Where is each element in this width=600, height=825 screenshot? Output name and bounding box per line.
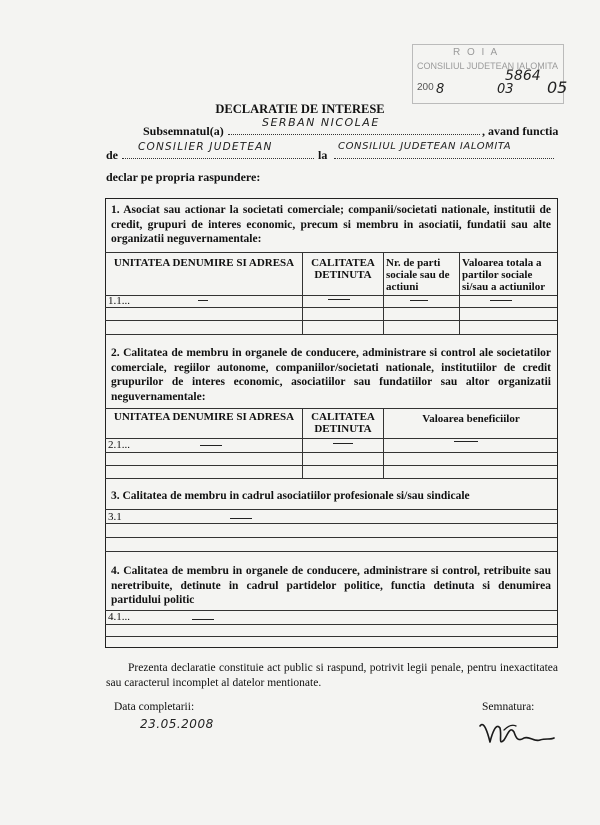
institution-dotted-line (334, 158, 554, 159)
s2-dash-3 (454, 441, 478, 442)
signatory-dotted-line (228, 134, 480, 135)
s2-dash-1 (200, 445, 222, 446)
section3-heading: 3. Calitatea de membru in cadrul asociatiilor profesionale si/sau sindicale (111, 490, 470, 502)
function-dotted-line (122, 158, 314, 159)
stamp-reg-number: 5864 (505, 68, 541, 84)
s1-col-nr-parti: Nr. de parti sociale sau de actiuni (386, 257, 450, 293)
date-label: Data completarii: (114, 701, 195, 713)
s1-col-calitatea: CALITATEA DETINUTA (311, 257, 375, 281)
s2-col-calitatea: CALITATEA DETINUTA (311, 411, 375, 435)
s2-row-line-4 (105, 478, 557, 479)
s2-row-line-1 (105, 438, 557, 439)
s1-vline-2 (383, 252, 384, 334)
s2-vline-2 (383, 408, 384, 478)
document-title: DECLARATIE DE INTERESE (215, 102, 385, 116)
s3-row-line-4 (105, 551, 557, 552)
stamp-year: 05 (547, 78, 568, 97)
s4-dash-1 (192, 619, 214, 620)
s3-row-line-1 (105, 509, 557, 510)
stamp-line2: CONSILIUL JUDETEAN IALOMITA (417, 61, 559, 71)
s2-row-line-3 (105, 465, 557, 466)
s3-row-label: 3.1 (108, 511, 122, 523)
s1-row-line-4 (105, 334, 557, 335)
s1-row-label: 1.1... (108, 295, 130, 307)
s1-dash-4 (490, 300, 512, 301)
s3-row-line-3 (105, 537, 557, 538)
signature-label: Semnatura: (482, 701, 535, 713)
s2-dash-2 (333, 443, 353, 444)
section4-heading: 4. Calitatea de membru in organele de conducere, administrare si control, retribuite sau neretribuite, detinute in cadrul partidelor politice, functia detinuta si denumirea partidului politic (111, 565, 551, 606)
s1-row-line-3 (105, 320, 557, 321)
s3-dash-1 (230, 518, 252, 519)
s2-col-unitatea: UNITATEA DENUMIRE SI ADRESA (113, 411, 295, 423)
s1-vline-1 (302, 252, 303, 334)
s1-col-valoarea: Valoarea totala a partilor sociale si/sau a actiunilor (462, 257, 546, 293)
s1-row-line-2 (105, 307, 557, 308)
footer-statement: Prezenta declaratie constituie act public si raspund, potrivit legii penale, pentru inexactitatea sau caracterul incomplet al datelor mentionate. (106, 662, 558, 689)
s2-vline-1 (302, 408, 303, 478)
stamp-day: 8 (436, 82, 445, 97)
declare-label: declar pe propria raspundere: (106, 170, 261, 184)
s2-row-label: 2.1... (108, 439, 130, 451)
stamp-year-prefix: 200 (417, 82, 434, 93)
section1-heading: 1. Asociat sau actionar la societati comerciale; companii/societati nationale, institutii de credit, grupuri de interes economic, precum si membru in asociatii, fundatii sau alte organizatii neguvernamentale: (111, 204, 551, 245)
s1-dash-3 (410, 300, 428, 301)
la-label: la (318, 148, 328, 162)
s3-row-line-2 (105, 523, 557, 524)
s1-header-top (105, 252, 557, 253)
de-label: de (106, 148, 118, 162)
section2-heading: 2. Calitatea de membru in organele de conducere, administrare si control ale societatilor comerciale, regiilor autonome, companiilor/societati nationale, institutiilor de credit grupurilor de interes economic, asociatiilor sau fundatiilor sau altor organizatii neguvernamentale: (111, 347, 551, 403)
s2-header-top (105, 408, 557, 409)
stamp-month: 03 (497, 82, 514, 97)
signatory-label: Subsemnatul(a) (143, 124, 224, 138)
s1-vline-3 (459, 252, 460, 334)
registration-stamp (412, 44, 564, 104)
handwritten-signature (474, 716, 560, 752)
s4-row-line-3 (105, 636, 557, 637)
s1-dash-2 (328, 299, 350, 300)
stamp-line1: R O I A (453, 47, 500, 58)
signatory-name: SERBAN NICOLAE (262, 116, 380, 129)
institution-value: CONSILIUL JUDETEAN IALOMITA (338, 141, 512, 152)
s4-row-label: 4.1... (108, 611, 130, 623)
s1-col-unitatea: UNITATEA DENUMIRE SI ADRESA (113, 257, 295, 269)
date-value: 23.05.2008 (140, 717, 214, 731)
function-label: , avand functia (482, 124, 559, 138)
s2-col-valoarea: Valoarea beneficiilor (422, 413, 520, 425)
s4-row-line-2 (105, 624, 557, 625)
function-value: CONSILIER JUDETEAN (138, 141, 273, 153)
s2-row-line-2 (105, 452, 557, 453)
s1-dash-1 (198, 300, 208, 301)
s4-row-line-1 (105, 610, 557, 611)
s1-row-line-1 (105, 295, 557, 296)
